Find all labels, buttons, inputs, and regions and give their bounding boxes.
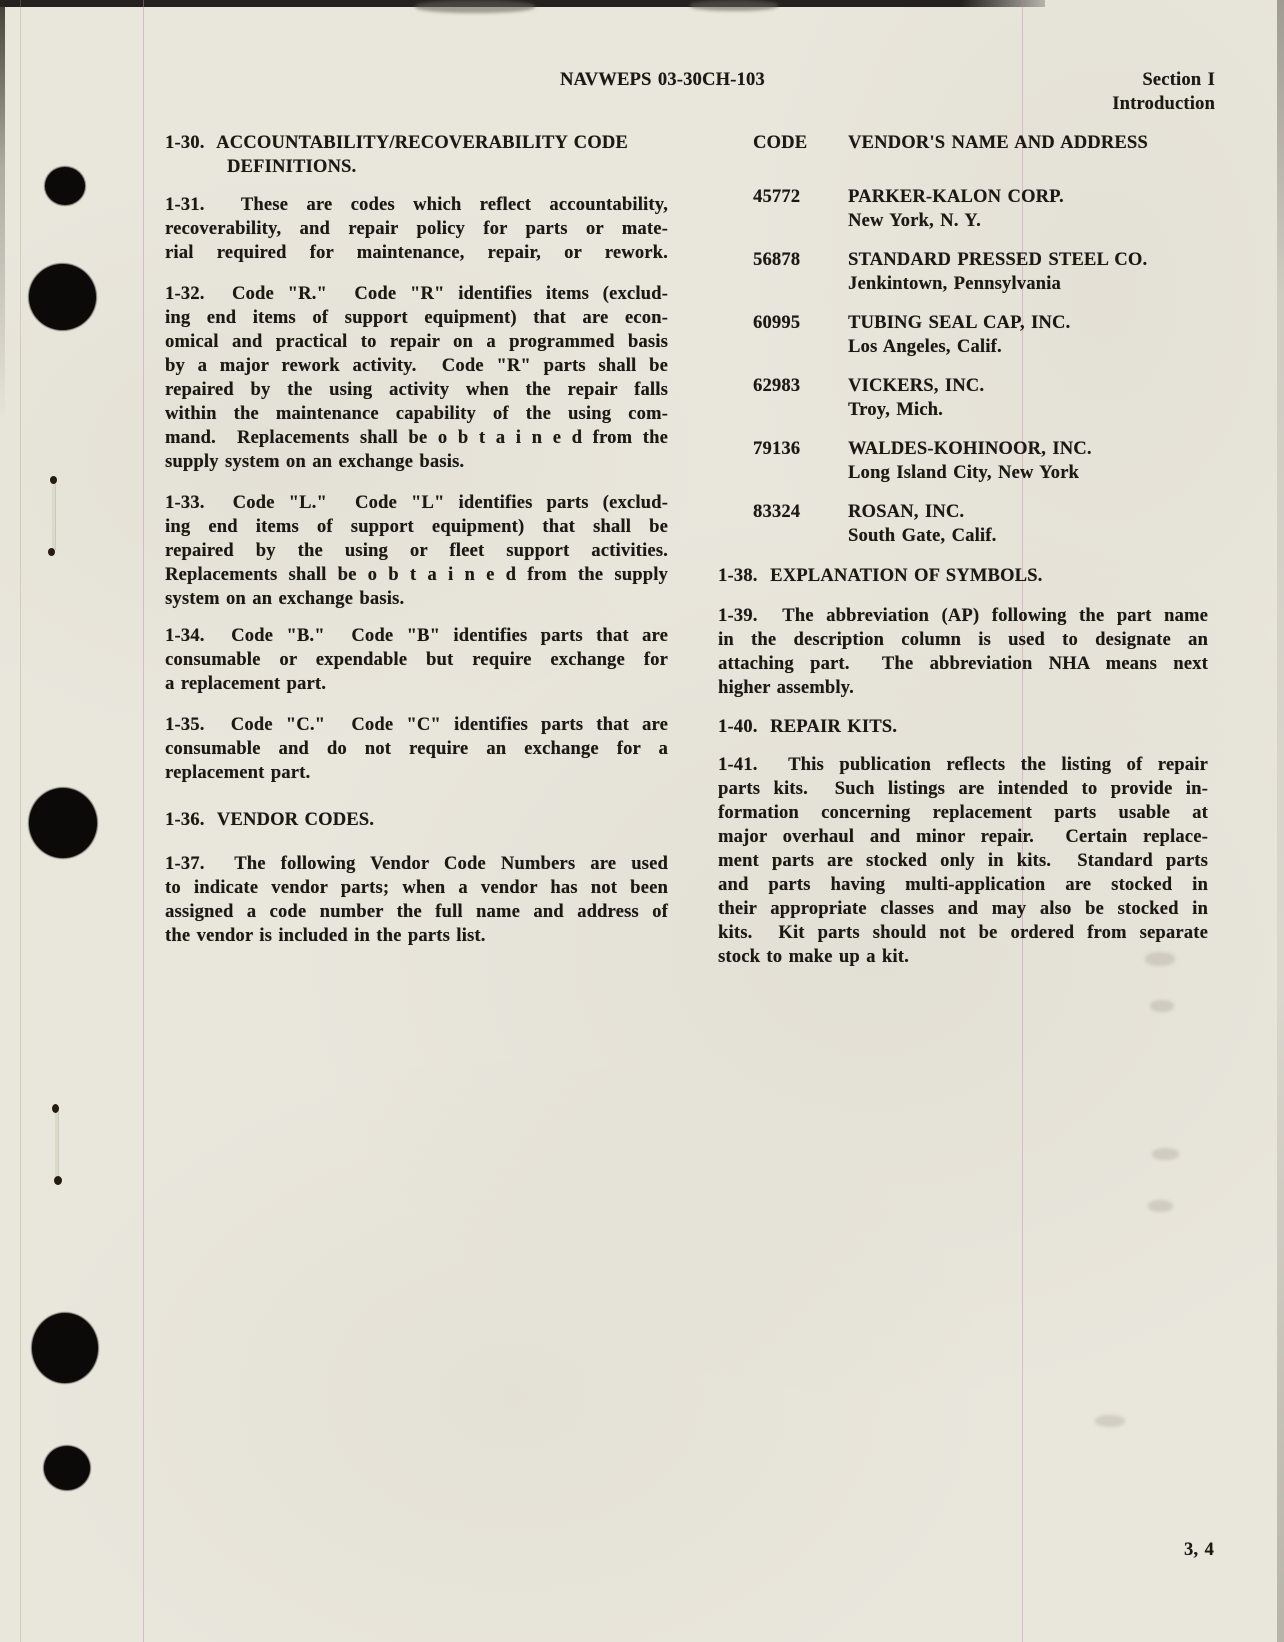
text-line: 1-34. Code "B." Code "B" identifies parts that are [165,626,668,646]
text-line: 1-32. Code "R." Code "R" identifies items (exclud- [165,284,668,304]
vendor-row [718,248,1208,296]
text-line: 1-38. EXPLANATION OF SYMBOLS. [718,566,1043,586]
text-line: rial required for maintenance, repair, or rework. [165,243,668,263]
text-line: a replacement part. [165,674,327,694]
vendor-city: Los Angeles, Calif. [848,337,1002,357]
vendor-code: 56878 [753,250,801,270]
vendor-name-address [848,500,1208,548]
text-line: their appropriate classes and may also be stocked in [718,899,1208,919]
vendor-row [718,311,1208,359]
paragraph [165,491,668,611]
vendor-code: 79136 [753,439,801,459]
text-line: 1-40. REPAIR KITS. [718,717,898,737]
staple-mark [55,1110,58,1178]
vendor-code: 45772 [753,187,801,207]
bleed-smudge [415,0,535,13]
paragraph [165,624,668,696]
right-paragraphs [718,564,1208,969]
text-line: mand. Replacements shall be o b t a i n e d from the [165,428,668,448]
text-line: 1-39. The abbreviation (AP) following the part name [718,606,1208,626]
text-line: consumable and do not require an exchange for a [165,739,668,759]
vendor-city: Long Island City, New York [848,463,1080,483]
vendor-table [718,131,1208,548]
paragraph [718,604,1208,700]
vendor-code-header: CODE [753,133,808,153]
vendor-city: New York, N. Y. [848,211,981,231]
page-number: 3, 4 [1183,1540,1214,1560]
vendor-name-address [848,311,1208,359]
vendor-name: STANDARD PRESSED STEEL CO. [848,250,1148,270]
vendor-name-address [848,185,1208,233]
vendor-name: WALDES-KOHINOOR, INC. [848,439,1092,459]
section-title: Section I [1142,70,1215,90]
vendor-code: 60995 [753,313,801,333]
paragraph [165,808,668,832]
text-line: ing end items of support equipment) that shall be [165,517,668,537]
text-line: 1-31. These are codes which reflect accountability, [165,195,668,215]
staple-mark [48,548,55,556]
paragraph [165,852,668,948]
paragraph [718,753,1208,969]
vendor-name: ROSAN, INC. [848,502,965,522]
vendor-city: Jenkintown, Pennsylvania [848,274,1061,294]
paragraph [165,193,668,265]
text-line: higher assembly. [718,678,854,698]
vendor-row [718,185,1208,233]
paragraph [718,715,1208,739]
text-line: ing end items of support equipment) that are econ- [165,308,668,328]
bleed-smudge [1095,1415,1125,1427]
text-line: major overhaul and minor repair. Certain replace- [718,827,1208,847]
text-line: by a major rework activity. Code "R" parts shall be [165,356,668,376]
paragraph [165,131,668,179]
vendor-code: 62983 [753,376,801,396]
doc-number: NAVWEPS 03-30CH-103 [560,70,765,90]
vendor-rows [718,185,1208,548]
bleed-smudge [1152,1148,1179,1160]
text-line: in the description column is used to designate an [718,630,1208,650]
vendor-name-header: VENDOR'S NAME AND ADDRESS [848,133,1148,153]
text-line: 1-35. Code "C." Code "C" identifies parts that are [165,715,668,735]
right-column [718,131,1208,969]
text-line: kits. Kit parts should not be ordered from separate [718,923,1208,943]
vendor-code: 83324 [753,502,801,522]
text-line: repaired by the using activity when the repair falls [165,380,668,400]
staple-mark [52,1104,59,1113]
bleed-smudge [690,0,778,11]
text-line: repaired by the using or fleet support activities. [165,541,668,561]
hole-punch-mark [29,788,97,858]
text-line: parts kits. Such listings are intended to provide in- [718,779,1208,799]
hole-punch-mark [32,1313,98,1383]
vendor-name: TUBING SEAL CAP, INC. [848,313,1071,333]
text-line: 1-33. Code "L." Code "L" identifies parts (exclud- [165,493,668,513]
text-line: to indicate vendor parts; when a vendor has not been [165,878,668,898]
staple-mark [52,482,55,550]
text-line: 1-36. VENDOR CODES. [165,810,375,830]
text-line: recoverability, and repair policy for parts or mate- [165,219,668,239]
bleed-smudge [1150,1000,1174,1012]
scan-edge-right [1277,0,1284,1642]
staple-mark [54,1176,62,1185]
paragraph [718,564,1208,588]
text-line: replacement part. [165,763,311,783]
vendor-name-address [848,374,1208,422]
hole-punch-mark [44,1446,90,1490]
text-line: Replacements shall be o b t a i n e d from the supply [165,565,668,585]
text-line: 1-37. The following Vendor Code Numbers are used [165,854,668,874]
vendor-city: South Gate, Calif. [848,526,997,546]
vendor-name: PARKER-KALON CORP. [848,187,1064,207]
vendor-row [718,437,1208,485]
paragraph [165,713,668,785]
vendor-name-address [848,248,1208,296]
text-line: assigned a code number the full name and address of [165,902,668,922]
vendor-city: Troy, Mich. [848,400,943,420]
text-line: system on an exchange basis. [165,589,405,609]
text-line: DEFINITIONS. [227,157,357,177]
vendor-table-header [718,131,1208,155]
vendor-row [718,500,1208,548]
scan-edge-left [0,0,5,420]
text-line: supply system on an exchange basis. [165,452,465,472]
text-line: stock to make up a kit. [718,947,909,967]
text-line: within the maintenance capability of the using com- [165,404,668,424]
vendor-row [718,374,1208,422]
text-line: and parts having multi-application are stocked in [718,875,1208,895]
text-line: consumable or expendable but require exchange for [165,650,668,670]
section-block [1112,68,1215,116]
text-line: ment parts are stocked only in kits. Standard parts [718,851,1208,871]
text-line: omical and practical to repair on a programmed basis [165,332,668,352]
hole-punch-mark [45,167,85,205]
bleed-smudge [1148,1200,1173,1212]
fold-line [20,0,21,1642]
hole-punch-mark [29,264,96,330]
text-line: 1-41. This publication reflects the listing of repair [718,755,1208,775]
paragraph [165,282,668,474]
text-line: formation concerning replacement parts usable at [718,803,1208,823]
vendor-name: VICKERS, INC. [848,376,985,396]
staple-mark [50,476,57,484]
text-line: attaching part. The abbreviation NHA means next [718,654,1208,674]
vendor-name-address [848,437,1208,485]
fold-line [143,0,144,1642]
section-subtitle: Introduction [1112,94,1215,114]
left-column [165,131,668,948]
text-line: 1-30. ACCOUNTABILITY/RECOVERABILITY CODE [165,133,628,153]
text-line: the vendor is included in the parts list. [165,926,486,946]
